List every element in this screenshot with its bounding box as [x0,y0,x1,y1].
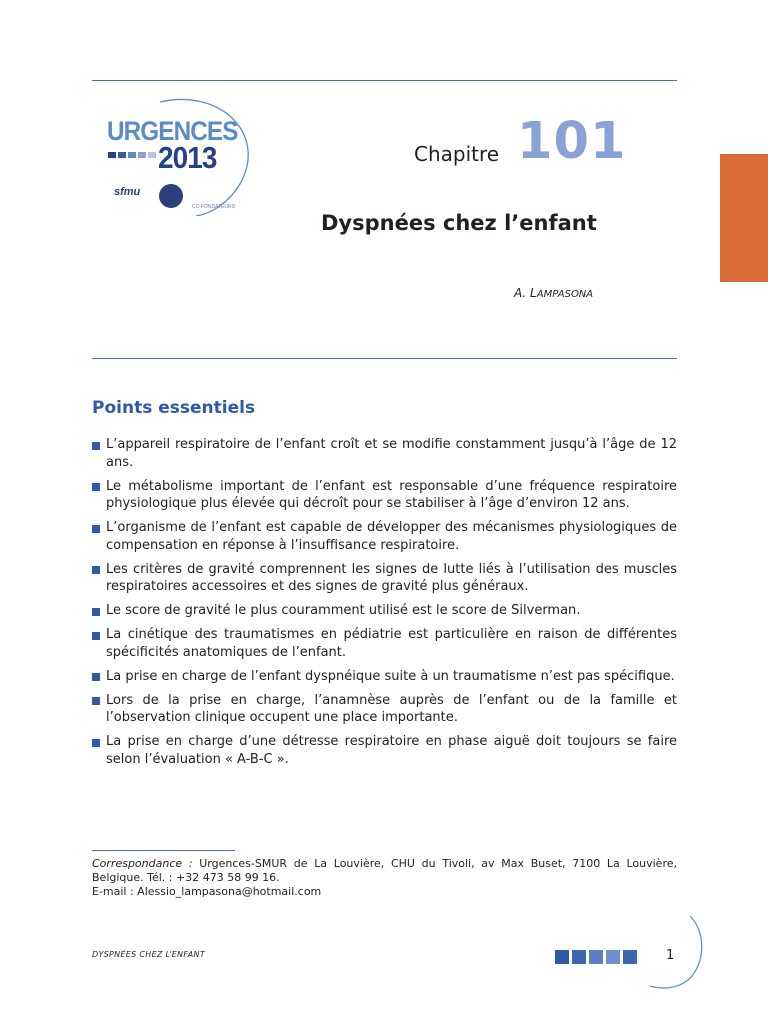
logo-square [108,152,116,158]
footer-square [606,950,620,964]
cofounders-label: CO FONDATEURS [192,204,235,210]
top-rule [92,80,677,81]
seal-icon [159,184,183,208]
bullet-square-icon [92,697,100,705]
list-item: La cinétique des traumatismes en pédiatrie est particulière en raison de différentes spécificités anatomiques de l’enfant. [92,626,677,661]
page-number: 1 [666,948,675,963]
chapter-tab-marker [720,154,768,282]
logo-square [118,152,126,158]
footnote-email: E-mail : Alessio_lampasona@hotmail.com [92,885,322,898]
chapter-title: Dyspnées chez l’enfant [321,211,597,235]
list-item: Lors de la prise en charge, l’anamnèse auprès de l’enfant ou de la famille et l’observation clinique occupent une place importante. [92,692,677,727]
logo-square [128,152,136,158]
chapter-number: 101 [517,112,627,171]
sfmu-logo: sfmu [114,186,141,198]
footer-square [589,950,603,964]
list-item: La prise en charge d’une détresse respiratoire en phase aiguë doit toujours se faire selon l’évaluation « A-B-C ». [92,733,677,768]
footer-square [572,950,586,964]
list-item: La prise en charge de l’enfant dyspnéique suite à un traumatisme n’est pas spécifique. [92,668,677,686]
bullet-square-icon [92,566,100,574]
logo-square [148,152,156,158]
bullet-square-icon [92,632,100,640]
footnote-address: Urgences-SMUR de La Louvière, CHU du Tivoli, av Max Buset, 7100 La Louvière, Belgique. Tél. : +32 473 58 99 16. [92,857,677,884]
list-item: Les critères de gravité comprennent les signes de lutte liés à l’utilisation des muscles respiratoires accessoires et des signes de gravité plus généraux. [92,561,677,596]
bullet-square-icon [92,442,100,450]
correspondence-footnote [92,857,677,899]
bullet-square-icon [92,608,100,616]
author [514,286,593,300]
footnote-label: Correspondance : [92,857,193,870]
key-points-list [92,436,677,775]
logo-year: 2013 [158,140,217,175]
logo-square [138,152,146,158]
logo-word: URGENCES [107,116,238,146]
header-rule [92,358,677,359]
author-initial: A. L [514,286,537,300]
bullet-square-icon [92,673,100,681]
list-item: L’appareil respiratoire de l’enfant croît et se modifie constamment jusqu’à l’âge de 12 ans. [92,436,677,471]
list-item: L’organisme de l’enfant est capable de développer des mécanismes physiologiques de compensation en réponse à l’insuffisance respiratoire. [92,519,677,554]
bullet-square-icon [92,483,100,491]
urgences-2013-logo [100,94,260,216]
section-heading: Points essentiels [92,398,256,418]
running-title: DYSPNÉES CHEZ L’ENFANT [92,950,206,959]
footer-square [555,950,569,964]
footer-square [623,950,637,964]
page-arc-icon [640,912,710,992]
list-item: Le score de gravité le plus couramment utilisé est le score de Silverman. [92,602,677,620]
list-item: Le métabolisme important de l’enfant est responsable d’une fréquence respiratoire physiologique plus élevée qui décroît pour se stabiliser à l’âge d’environ 12 ans. [92,478,677,513]
chapter-label: Chapitre [414,142,500,166]
footnote-rule [92,850,235,851]
bullet-square-icon [92,525,100,533]
bullet-square-icon [92,739,100,747]
author-surname: AMPASONA [536,289,594,300]
